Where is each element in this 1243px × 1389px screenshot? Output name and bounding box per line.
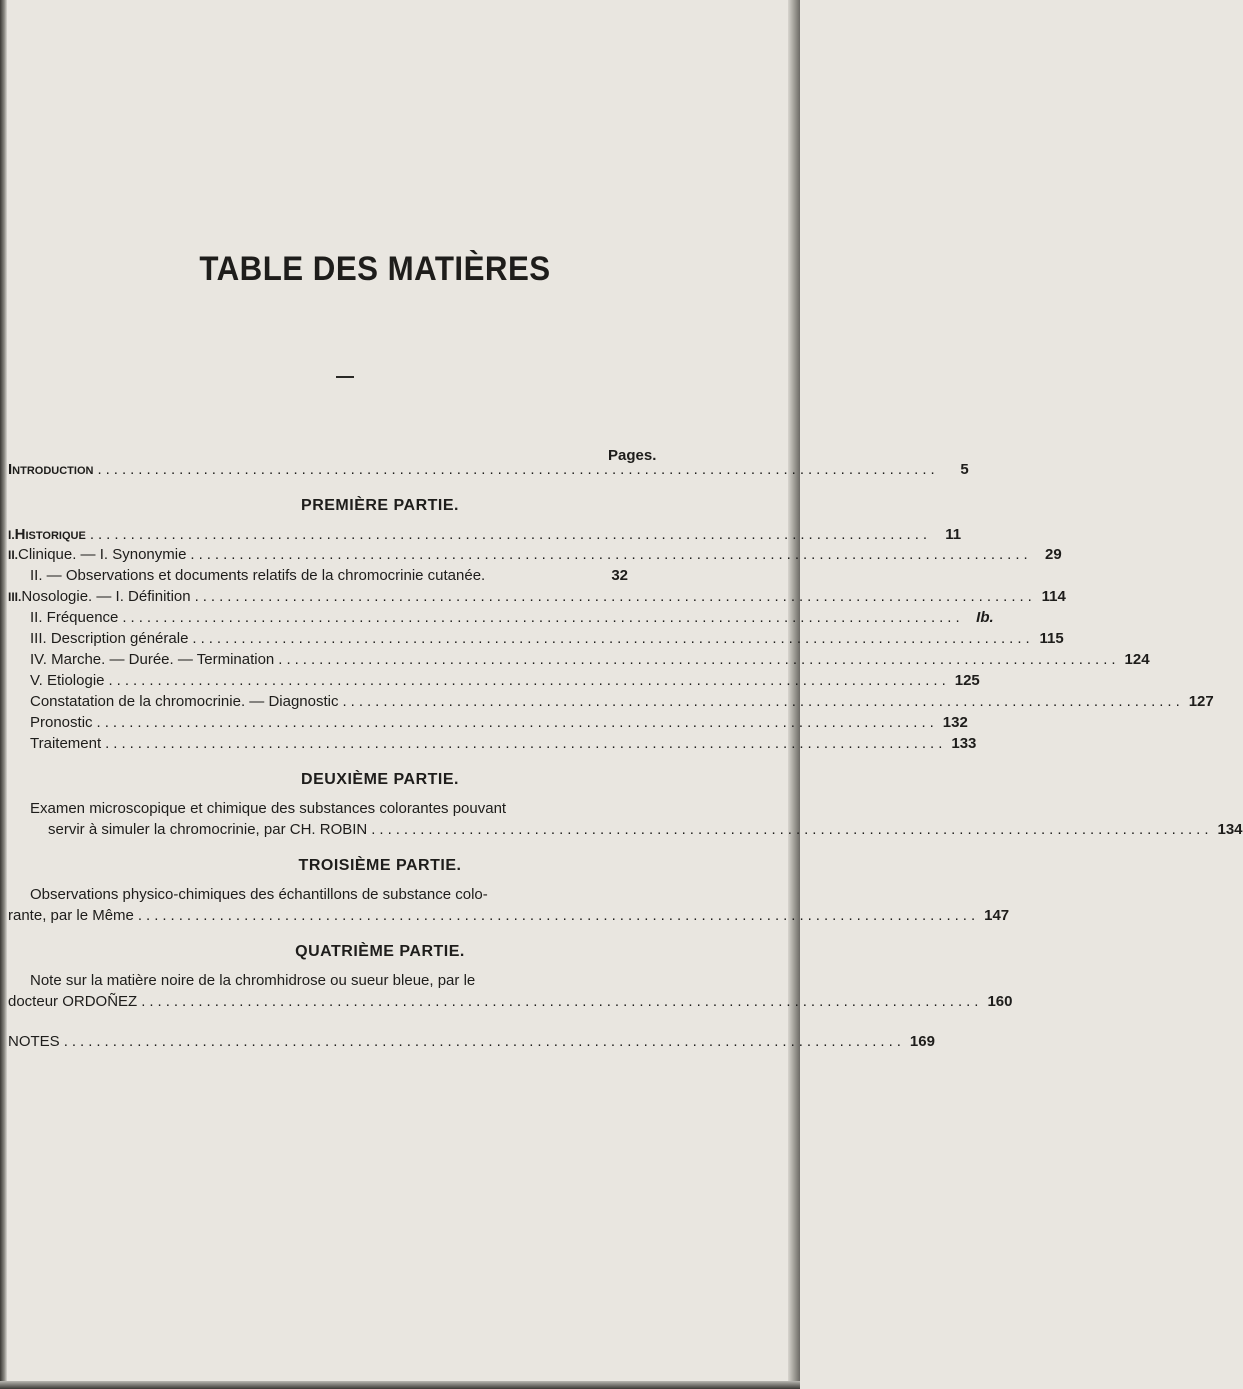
leader-dots: ....................................................................................................... <box>342 693 1184 710</box>
part4-line1: Note sur la matière noire de la chromhidrose ou sueur bleue, par le <box>30 972 476 989</box>
toc-entry <box>30 692 1214 712</box>
toc-entry-number: I. <box>8 528 15 542</box>
toc-entry-part2 <box>48 820 1243 840</box>
toc-entry-label: II. — Observations et documents relatifs de la chromocrinie cutanée. <box>30 567 486 584</box>
leader-dots: ....................................................................................................... <box>108 672 950 689</box>
toc-entry-page: 124 <box>1124 651 1150 668</box>
part2-heading: DEUXIÈME PARTIE. <box>301 771 459 788</box>
toc-entry-page: 125 <box>954 672 980 689</box>
toc-entry-label: Historique <box>14 526 86 543</box>
leader-dots: ....................................................................................................... <box>122 609 964 626</box>
toc-entry-label: Pronostic <box>30 714 93 731</box>
page-title: TABLE DES MATIÈRES <box>199 250 551 288</box>
toc-entry-label: IV. Marche. — Durée. — Termination <box>30 651 275 668</box>
leader-dots: ....................................................................................................... <box>105 735 947 752</box>
part2-line1: Examen microscopique et chimique des substances colorantes pouvant <box>30 800 507 817</box>
title-rule <box>336 376 354 378</box>
toc-entry-page: 32 <box>611 567 628 584</box>
toc-entry-part3 <box>8 906 1010 926</box>
toc-entry-part4 <box>8 992 1013 1012</box>
toc-entry-page: 114 <box>1041 588 1066 605</box>
leader-dots: ....................................................................................................... <box>97 461 939 478</box>
toc-entry <box>8 525 962 545</box>
toc-entry-number: II. <box>8 548 19 562</box>
toc-entry-label: Constatation de la chromocrinie. — Diagnostic <box>30 693 339 710</box>
toc-entry-notes <box>8 1032 935 1052</box>
toc-entry-label: servir à simuler la chromocrinie, par CH. ROBIN <box>48 821 368 838</box>
toc-entry-label: docteur ORDOÑEZ <box>8 993 138 1010</box>
leader-dots: ....................................................................................................... <box>190 546 1032 563</box>
leader-dots: ....................................................................................................... <box>278 651 1120 668</box>
toc-entry-label: Traitement <box>30 735 102 752</box>
leader-dots: ....................................................................................................... <box>192 630 1034 647</box>
part1-heading: PREMIÈRE PARTIE. <box>301 497 459 514</box>
toc-entry <box>8 587 1066 607</box>
toc-entry-page: 11 <box>945 526 962 543</box>
toc-entry-label: III. Description générale <box>30 630 189 647</box>
toc-entry-page: 169 <box>909 1033 935 1050</box>
toc-entry-page: 134 <box>1217 821 1243 838</box>
toc-entry-label: rante, par le Même <box>8 907 134 924</box>
leader-dots: ....................................................................................................... <box>89 526 932 543</box>
toc-entry-page: 160 <box>987 993 1013 1010</box>
page-left-edge <box>0 0 7 1389</box>
part3-heading: TROISIÈME PARTIE. <box>298 857 462 874</box>
toc-entry-label: Nosologie. — I. Définition <box>21 588 191 605</box>
toc-entry <box>30 713 968 733</box>
toc-entry <box>30 671 980 691</box>
toc-entry-label: NOTES <box>8 1033 60 1050</box>
leader-dots: ....................................................................................................... <box>63 1033 905 1050</box>
toc-entry-label: Clinique. — I. Synonymie <box>18 546 187 563</box>
leader-dots: ....................................................................................................... <box>371 821 1213 838</box>
leader-dots: ....................................................................................................... <box>194 588 1036 605</box>
toc-entry-label: II. Fréquence <box>30 609 119 626</box>
part3-line1: Observations physico-chimiques des échantillons de substance colo- <box>30 886 488 903</box>
leader-dots: ....................................................................................................... <box>137 907 980 924</box>
toc-entry <box>30 608 994 628</box>
toc-entry-page: 29 <box>1045 546 1062 563</box>
pages-column-label: Pages. <box>608 447 657 464</box>
toc-entry-label: V. Etiologie <box>30 672 105 689</box>
toc-entry-introduction <box>8 460 969 480</box>
leader-dots: ....................................................................................................... <box>96 714 938 731</box>
toc-entry-page: 5 <box>960 461 969 478</box>
toc-entry-page: 115 <box>1039 630 1064 647</box>
toc-entry <box>30 650 1150 670</box>
toc-entry-page: Ib. <box>976 609 994 626</box>
toc-entry-page: 133 <box>951 735 977 752</box>
page-bottom-edge <box>0 1381 800 1389</box>
toc-entry-number: III. <box>8 590 22 604</box>
toc-entry-label: Introduction <box>8 461 94 478</box>
part4-heading: QUATRIÈME PARTIE. <box>295 943 465 960</box>
toc-entry-page: 127 <box>1188 693 1214 710</box>
toc-entry-page: 147 <box>984 907 1010 924</box>
toc-entry <box>8 545 1062 565</box>
leader-dots: ....................................................................................................... <box>141 993 983 1010</box>
toc-entry-page: 132 <box>942 714 968 731</box>
toc-entry <box>30 566 628 586</box>
toc-entry <box>30 734 977 754</box>
toc-entry <box>30 629 1064 649</box>
